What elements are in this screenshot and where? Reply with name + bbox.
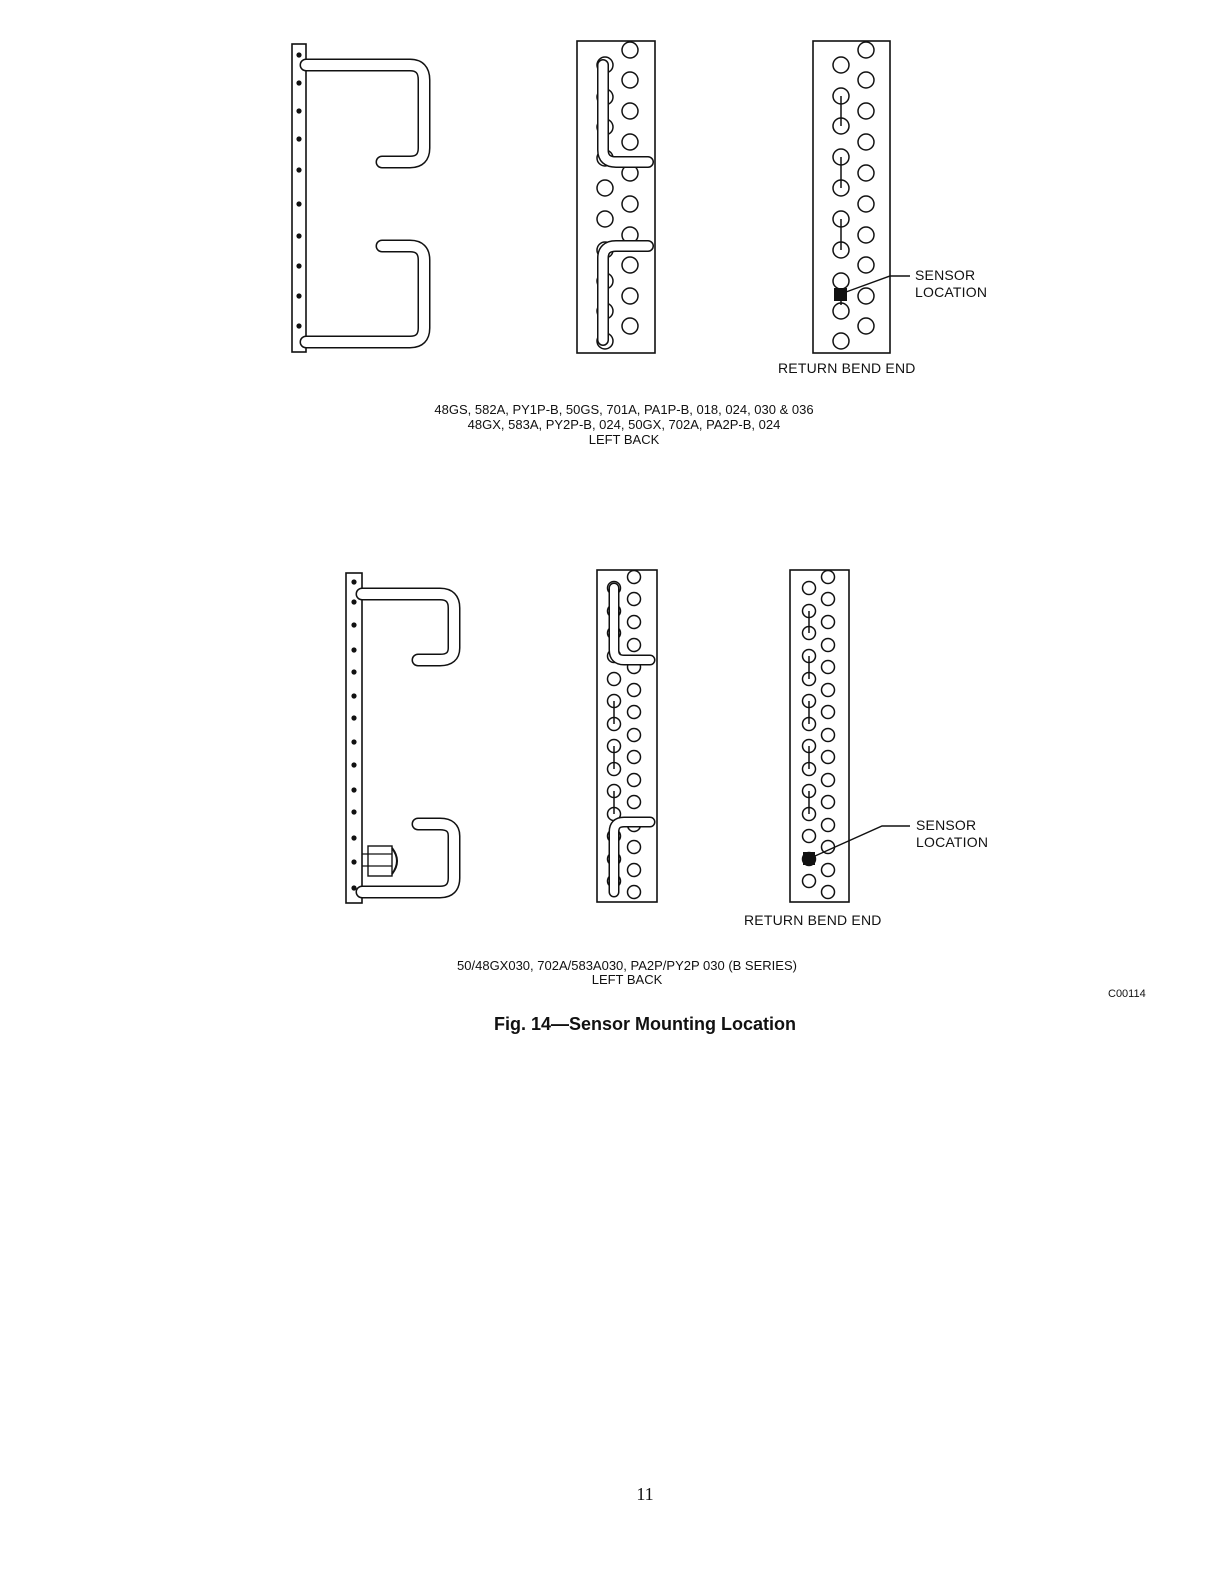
fig1-side-header-plate <box>292 44 306 352</box>
fig1-return-bend-hole <box>858 196 874 212</box>
fig1-middle-tube-hole <box>622 72 638 88</box>
fig2-sensor-label-line2: LOCATION <box>916 834 989 850</box>
fig2-side-header-hole <box>351 809 356 814</box>
fig2-side-header-hole <box>351 693 356 698</box>
fig1-return-bend-hole <box>833 333 849 349</box>
fig1-return-bend-hole <box>833 273 849 289</box>
fig2-return-bend-hole <box>822 616 835 629</box>
fig1-side-header-hole <box>296 167 301 172</box>
fig1-return-bend-hole <box>858 42 874 58</box>
fig1-return-bend-hole <box>858 72 874 88</box>
fig2-return-bend-hole <box>803 582 816 595</box>
fig2-middle-tube-hole <box>628 841 641 854</box>
fig2-middle-tube-hole <box>608 673 621 686</box>
fig1-side-header-hole <box>296 323 301 328</box>
fig1-side-bottom-hairpin-inner <box>306 246 424 342</box>
fig2-side-header-hole <box>351 622 356 627</box>
fig1-side-header-hole <box>296 80 301 85</box>
fig2-side-fitting <box>368 846 392 876</box>
fig2-side-bottom-hairpin-inner <box>362 824 454 892</box>
fig1-side-header-hole <box>296 52 301 57</box>
fig1-middle-tube-hole <box>622 288 638 304</box>
fig1-side-header-hole <box>296 263 301 268</box>
fig1-middle-tube-sheet <box>577 41 655 353</box>
figure-title: Fig. 14—Sensor Mounting Location <box>493 1014 796 1034</box>
fig1-middle-tube-hole <box>622 257 638 273</box>
fig1-side-header-hole <box>296 201 301 206</box>
fig2-side-header-hole <box>351 647 356 652</box>
fig1-side-top-hairpin-inner <box>306 65 424 162</box>
fig2-return-bend-hole <box>822 864 835 877</box>
figure-1-drawings <box>292 41 910 353</box>
fig2-side-header-hole <box>351 669 356 674</box>
fig2-side-header-hole <box>351 885 356 890</box>
fig1-side-header-hole <box>296 136 301 141</box>
fig1-sensor-label-line2: LOCATION <box>915 284 988 300</box>
fig2-caption-line2: LEFT BACK <box>591 972 663 987</box>
fig1-side-top-hairpin-outer <box>306 65 424 162</box>
fig2-return-bend-hole <box>822 819 835 832</box>
fig1-middle-tube-hole <box>622 318 638 334</box>
fig2-return-bend-hole <box>822 639 835 652</box>
fig1-return-bend-hole <box>858 288 874 304</box>
fig2-side-header-hole <box>351 599 356 604</box>
fig2-side-header-hole <box>351 579 356 584</box>
fig2-return-bend-hole <box>822 774 835 787</box>
fig1-caption-line3: LEFT BACK <box>588 432 660 447</box>
fig1-return-bend-hole <box>858 227 874 243</box>
fig2-return-bend-hole <box>822 661 835 674</box>
fig1-sensor-leader <box>846 276 910 292</box>
fig1-return-bend-hole <box>833 57 849 73</box>
fig2-side-fitting-bend <box>392 848 397 874</box>
fig2-middle-tube-hole <box>628 571 641 584</box>
fig1-side-bottom-hairpin-outer <box>306 246 424 342</box>
fig2-return-bend-hole <box>822 729 835 742</box>
figure-2-drawings <box>346 570 910 903</box>
fig2-side-top-hairpin-outer <box>362 594 454 660</box>
fig1-middle-tube-hole <box>622 42 638 58</box>
fig1-side-header-hole <box>296 233 301 238</box>
fig2-middle-tube-hole <box>628 864 641 877</box>
fig2-middle-tube-hole <box>628 593 641 606</box>
fig1-caption-line2: 48GX, 583A, PY2P-B, 024, 50GX, 702A, PA2P-B, 024 <box>467 417 781 432</box>
fig2-side-top-hairpin-inner <box>362 594 454 660</box>
fig2-side-bottom-hairpin-outer <box>362 824 454 892</box>
fig1-sensor-marker <box>834 288 847 301</box>
fig2-return-bend-sheet <box>790 570 849 902</box>
fig2-sensor-label-line1: SENSOR <box>916 817 977 833</box>
fig2-side-header-hole <box>351 835 356 840</box>
fig2-middle-tube-hole <box>628 616 641 629</box>
fig2-return-bend-hole <box>803 875 816 888</box>
fig1-middle-tube-hole <box>622 134 638 150</box>
fig2-return-bend-hole <box>822 706 835 719</box>
fig1-return-bend-label: RETURN BEND END <box>778 360 916 376</box>
fig2-sensor-marker <box>803 852 815 865</box>
fig2-side-header-hole <box>351 859 356 864</box>
fig2-middle-tube-hole <box>628 886 641 899</box>
fig2-middle-tube-hole <box>628 729 641 742</box>
fig1-side-header-hole <box>296 293 301 298</box>
fig2-middle-tube-hole <box>628 706 641 719</box>
fig1-middle-tube-hole <box>622 196 638 212</box>
fig2-side-header-hole <box>351 787 356 792</box>
fig1-return-bend-hole <box>858 103 874 119</box>
fig2-side-header-hole <box>351 739 356 744</box>
fig1-middle-tube-hole <box>597 180 613 196</box>
fig2-middle-tube-hole <box>628 684 641 697</box>
fig2-middle-tube-hole <box>628 774 641 787</box>
fig2-middle-tube-hole <box>628 751 641 764</box>
figure-code: C00114 <box>1108 988 1146 1000</box>
fig1-middle-tube-hole <box>622 103 638 119</box>
fig1-return-bend-hole <box>858 134 874 150</box>
fig2-middle-tube-hole <box>628 796 641 809</box>
fig1-middle-tube-hole <box>597 211 613 227</box>
fig2-return-bend-hole <box>822 796 835 809</box>
fig2-side-header-hole <box>351 762 356 767</box>
fig1-return-bend-hole <box>833 303 849 319</box>
fig1-return-bend-hole <box>858 165 874 181</box>
fig1-return-bend-hole <box>858 257 874 273</box>
fig1-caption-line1: 48GS, 582A, PY1P-B, 50GS, 701A, PA1P-B, 018, 024, 030 & 036 <box>434 402 814 417</box>
page-number: 11 <box>636 1484 654 1504</box>
fig2-return-bend-hole <box>822 751 835 764</box>
fig2-return-bend-hole <box>822 571 835 584</box>
fig1-sensor-label-line1: SENSOR <box>915 267 976 283</box>
fig2-return-bend-hole <box>822 593 835 606</box>
fig2-side-header-hole <box>351 715 356 720</box>
fig2-return-bend-hole <box>822 684 835 697</box>
fig2-middle-tube-hole <box>628 639 641 652</box>
fig2-caption-line1: 50/48GX030, 702A/583A030, PA2P/PY2P 030 (B SERIES) <box>457 958 797 973</box>
fig1-return-bend-sheet <box>813 41 890 353</box>
fig1-return-bend-hole <box>858 318 874 334</box>
fig2-return-bend-label: RETURN BEND END <box>744 912 882 928</box>
fig2-return-bend-hole <box>803 830 816 843</box>
fig2-return-bend-hole <box>822 886 835 899</box>
fig1-side-header-hole <box>296 108 301 113</box>
fig2-middle-hairpin-lower-outer <box>614 822 650 892</box>
